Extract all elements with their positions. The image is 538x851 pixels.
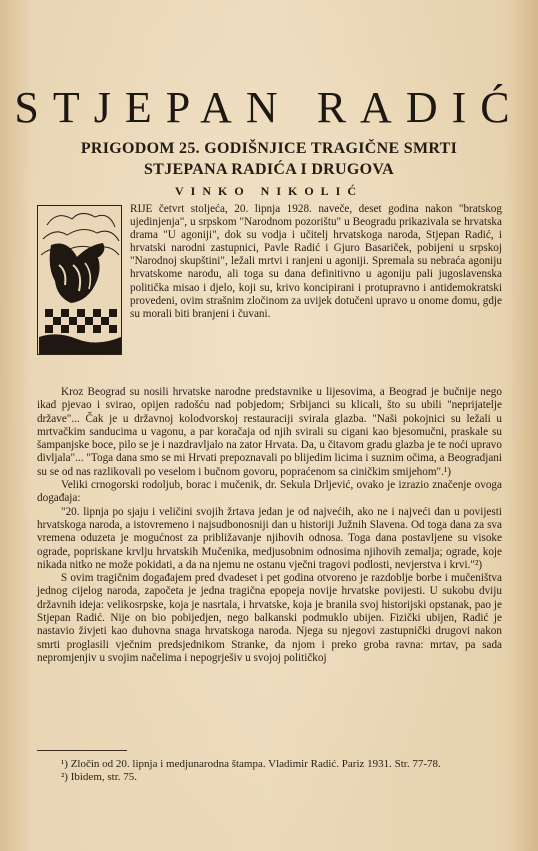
author-name: VINKO NIKOLIĆ [174,184,363,198]
intro-paragraph: RIJE četvrt stoljeća, 20. lipnja 1928. naveče, deset godina nakon "bratskog ujedinjenja", u srpskom "Narodnom pozorištu" u Beogradu prikazivala se hrvatska drama "U agoniji", dok su vodja i učitelj hrvatskoga naroda, Stjepan Radić, i hrvatski narodni zastupnici, Pavle Radić i Gjuro Basariček, pobijeni u srpskoj "Narodnoj skupštini", ležali mrtvi i ranjeni u agoniji. Spremala su nebraća agoniju hrvatskome narodu, ali toga su dana definitivno u agoniju pali jugoslavenska politička misao i djelo, koji su, krivo koncipirani i protupravno i antidemokratski provedeni, ovim strašnim zločinom za uvijek dotučeni upravo u onome domu, gdje su morali biti branjeni i čuvani. [130,203,502,320]
footnote-separator [37,750,127,751]
footnote-1: ¹) Zločin od 20. lipnja i medjunarodna štampa. Vladimir Radić. Pariz 1931. Str. 77-78. [61,758,441,770]
body-paragraph: S ovim tragičnim događajem pred dvadeset i pet godina otvoreno je razdoblje borbe i mučeništva jednog cijelog naroda, započeta je jedna tragična epopeja novije hrvatske povijesti. U sukobu dviju državnih ideja: velikosrpske, koja je nasrtala, i hrvatske, koja je branila svoj historijski opstanak, pao je Stjepan Radić. Nije on bio pobijedjen, nego balkanski podmuklo ubijen. Fizički ubijen, Radić je nastavio živjeti kao duhovna snaga hrvatskoga naroda. Njega su njegovi zastupnički drugovi nakon smrti proglasili vječnim predsjednikom Stranke, da njom i preko groba ravna: mrtav, pa sada nepromjenjiv u svojim načelima i nepogrješiv u svojoj političkoj [37,572,502,664]
decorative-initial-illustration [37,205,122,355]
body-paragraph: "20. lipnja po sjaju i veličini svojih žrtava jedan je od najvećih, ako ne i najveći dan u povijesti hrvatskoga naroda, a istovremeno i najsudbonosniji dan u historiji Južnih Slavena. Od toga dana za sva vremena oduzeta je mogućnost za približavanje njihovih odnosa. Toga dana postavljene su visoke ograde, popriskane krvlju hrvatskih Mučenika, medjusobnim odnosima njihovih zemalja; ograde, koje nikada nitko ne može pokidati, a da na njemu ne ostanu vječni tragovi podlosti, nevjerstva i krvi."²) [37,505,502,571]
body-paragraph: Kroz Beograd su nosili hrvatske narodne predstavnike u lijesovima, a Beograd je bučnije nego ikad pjevao i svirao, opijen radošću nad pobjedom; Srbijanci su klicali, što su ubili "neprijatelje države"... Čak je u državnoj kolodvorskoj restauraciji svirala glazba. "Naši pokojnici su ležali u mrtvačkim sanducima u vagonu, a par koračaja od njih svirali su cigani kao bjesomučni, praskale su šampanjske boce, pilo se je i nazdravljalo na zator Hrvata. Da, u čitavom gradu glazba je te noći upravo divljala"... "Toga dana smo se mi Hrvati prepoznavali po blijedim licima i suznim očima, a Beogradjani su se od nas razlikovali po veselom i bučnom govoru, popraćenom sa ciničkim smijehom".¹) [37,386,502,478]
article-body [37,386,502,665]
body-paragraph: Veliki crnogorski rodoljub, borac i mučenik, dr. Sekula Drljević, ovako je izrazio značenje ovoga događaja: [37,479,502,505]
footnotes [37,758,502,784]
subtitle-line-2: STJEPANA RADIĆA I DRUGOVA [143,161,395,178]
subtitle-line-1: PRIGODOM 25. GODIŠNJICE TRAGIČNE SMRTI [80,140,458,157]
article-title: STJEPAN RADIĆ [14,83,524,132]
footnote-2: ²) Ibidem, str. 75. [61,771,138,783]
